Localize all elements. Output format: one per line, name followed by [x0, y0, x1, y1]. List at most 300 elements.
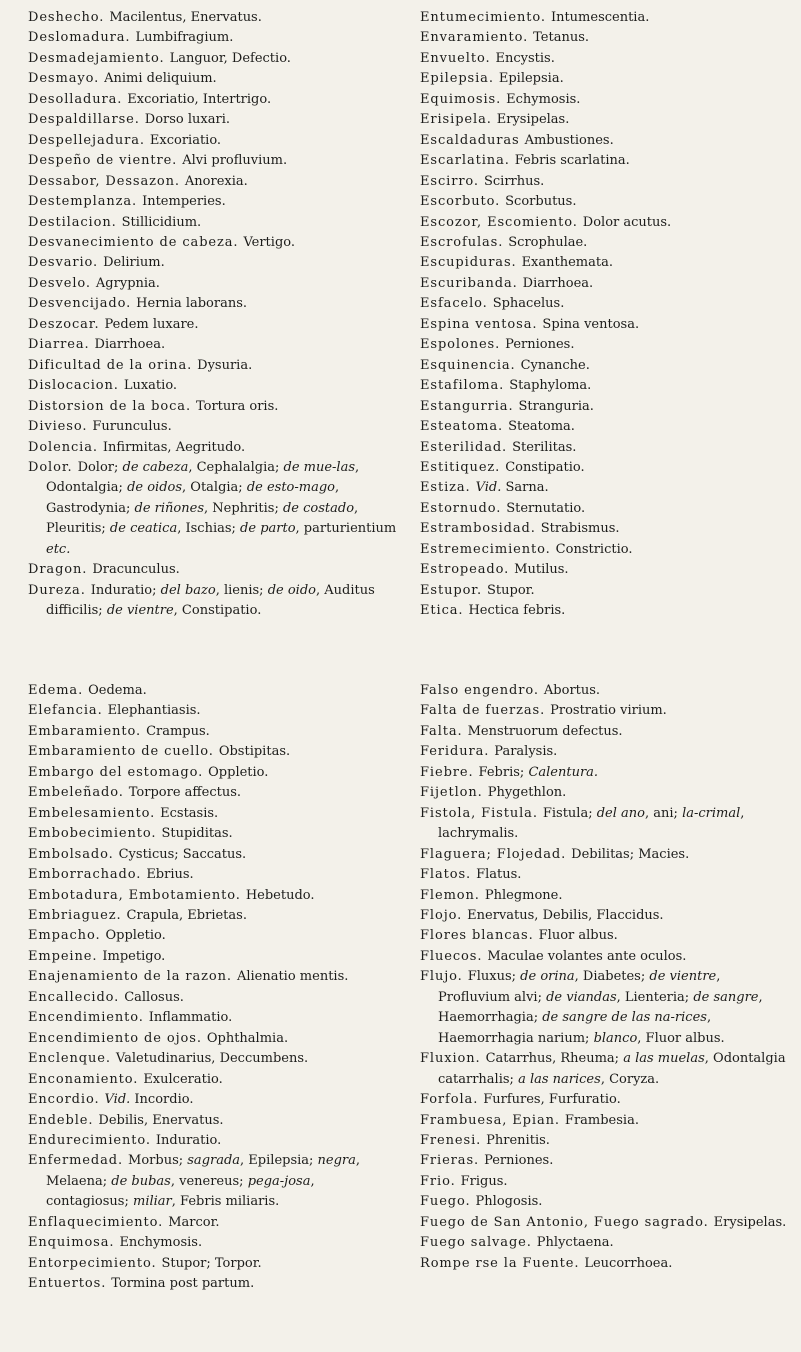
dictionary-entry: [420, 335, 792, 355]
entry-translation: Febris scarlatina.: [514, 153, 630, 169]
entry-headword: Desvario.: [28, 255, 99, 271]
dictionary-entry: [28, 192, 400, 212]
entry-headword: Equimosis.: [420, 91, 502, 107]
dictionary-entry: [420, 376, 792, 396]
dictionary-entry: [28, 763, 400, 783]
entry-headword: Deszocar.: [28, 316, 100, 332]
entry-headword: Frenesi.: [420, 1132, 482, 1148]
entry-translation: Fluor albus.: [538, 928, 618, 944]
entry-headword: Frambuesa, Epian.: [420, 1112, 560, 1128]
entry-headword: Fuego de San Antonio, Fuego sagrado.: [420, 1214, 709, 1230]
entry-translation: Frigus.: [460, 1173, 508, 1189]
entry-translation: Enervatus, Debilis, Flaccidus.: [467, 907, 664, 923]
dictionary-entry: [420, 356, 792, 376]
entry-headword: Embeleñado.: [28, 785, 124, 801]
entry-headword: Entumecimiento.: [420, 10, 546, 25]
entry-headword: Flemon.: [420, 887, 480, 903]
dictionary-entry: [28, 294, 400, 314]
entry-translation: Prostratio virium.: [550, 703, 667, 719]
dictionary-entry: [420, 1111, 792, 1131]
dictionary-entry: [420, 233, 792, 253]
dictionary-entry: [420, 865, 792, 885]
entry-translation: Scirrhus.: [483, 173, 545, 189]
entry-headword: Enclenque.: [28, 1051, 111, 1067]
entry-translation: Elephantiasis.: [107, 703, 201, 719]
dictionary-entry: [28, 90, 400, 110]
entry-headword: Espina ventosa.: [420, 316, 538, 332]
entry-translation: Abortus.: [543, 683, 601, 698]
entry-headword: Dificultad de la orina.: [28, 357, 193, 373]
dictionary-entry: [420, 1254, 792, 1274]
entry-translation: Crapula, Ebrietas.: [126, 907, 247, 923]
dictionary-entry: [28, 1029, 400, 1049]
dictionary-entry: [420, 131, 792, 151]
dictionary-entry: [420, 172, 792, 192]
entry-headword: Dolor.: [28, 459, 73, 475]
entry-headword: Flojo.: [420, 907, 463, 923]
entry-headword: Edema.: [28, 683, 84, 698]
entry-translation: Stranguria.: [518, 398, 594, 414]
entry-translation: Fluxus; de orina, Diabetes; de vientre, Profluvium alvi; de viandas, Lienteria; de sangre, Haemorrhagia; de sangre de las na-rices, Haemorrhagia narium; blanco, Fluor albus.: [438, 969, 763, 1046]
entry-headword: Esfacelo.: [420, 296, 488, 312]
entry-translation: Pedem luxare.: [104, 316, 199, 332]
dictionary-entry: [28, 824, 400, 844]
dictionary-entry: [420, 701, 792, 721]
dictionary-entry: [28, 845, 400, 865]
dictionary-entry: [420, 581, 792, 601]
dictionary-entry: [420, 845, 792, 865]
dictionary-entry: [420, 213, 792, 233]
dictionary-entry: [28, 376, 400, 396]
dictionary-entry: [28, 1233, 400, 1253]
dictionary-entry: [28, 28, 400, 48]
entry-headword: Escirro.: [420, 173, 479, 189]
entry-headword: Embriaguez.: [28, 907, 122, 923]
entry-headword: Dessabor, Dessazon.: [28, 173, 180, 189]
dictionary-entry: [420, 110, 792, 130]
dictionary-entry: [420, 1192, 792, 1212]
entry-headword: Estremecimiento.: [420, 541, 551, 557]
entry-headword: Destemplanza.: [28, 194, 138, 210]
entry-translation: Hectica febris.: [468, 603, 566, 619]
entry-headword: Flujo.: [420, 969, 463, 985]
entry-translation: Oppletio.: [105, 928, 166, 944]
entry-headword: Enconamiento.: [28, 1071, 139, 1087]
dictionary-entry: [28, 274, 400, 294]
dictionary-entry: [28, 1049, 400, 1069]
entry-headword: Falta.: [420, 723, 463, 739]
dictionary-entry: [420, 886, 792, 906]
entry-headword: Despellejadura.: [28, 132, 145, 148]
entry-headword: Desvelo.: [28, 275, 91, 291]
dictionary-entry: [28, 151, 400, 171]
dictionary-entry: [28, 438, 400, 458]
dictionary-entry: [420, 560, 792, 580]
entry-translation: Furunculus.: [92, 419, 172, 435]
entry-translation: Obstipitas.: [218, 744, 291, 760]
entry-headword: Escupiduras.: [420, 255, 517, 271]
entry-translation: Menstruorum defectus.: [467, 723, 623, 739]
entry-headword: Desmadejamiento.: [28, 50, 165, 66]
entry-translation: Tormina post partum.: [111, 1276, 255, 1292]
dictionary-entry: [420, 742, 792, 762]
dictionary-entry: [420, 947, 792, 967]
entry-translation: Induratio.: [155, 1132, 222, 1148]
dictionary-entry: [28, 233, 400, 253]
entry-headword: Endeble.: [28, 1112, 94, 1128]
entry-translation: Induratio; del bazo, lienis; de oido, Auditus difficilis; de vientre, Constipatio.: [46, 582, 375, 619]
dictionary-entry: [420, 519, 792, 539]
entry-headword: Desvanecimiento de cabeza.: [28, 234, 239, 250]
entry-translation: Echymosis.: [506, 91, 581, 107]
dictionary-entry: [28, 701, 400, 721]
entry-headword: Escuribanda.: [420, 275, 518, 291]
entry-translation: Debilitas; Macies.: [571, 846, 690, 862]
entry-translation: Constrictio.: [555, 541, 633, 557]
entry-headword: Embelesamiento.: [28, 805, 156, 821]
entry-translation: Phrenitis.: [486, 1132, 550, 1148]
entry-headword: Deshecho.: [28, 10, 105, 25]
entry-headword: Escozor, Escomiento.: [420, 214, 578, 230]
entry-translation: Furfures, Furfuratio.: [483, 1092, 621, 1108]
column-top-right: [420, 8, 792, 622]
entry-translation: Languor, Defectio.: [169, 50, 291, 66]
entry-headword: Encordio.: [28, 1092, 100, 1108]
dictionary-entry: [28, 742, 400, 762]
dictionary-entry: [420, 722, 792, 742]
entry-translation: Valetudinarius, Deccumbens.: [115, 1051, 309, 1067]
entry-translation: Epilepsia.: [498, 71, 564, 87]
entry-translation: Crampus.: [146, 723, 210, 739]
entry-headword: Estornudo.: [420, 500, 502, 516]
entry-headword: Fuego.: [420, 1194, 471, 1210]
entry-headword: Encallecido.: [28, 989, 120, 1005]
entry-translation: Stupor.: [487, 582, 535, 598]
entry-translation: Perniones.: [505, 337, 575, 353]
entry-translation: Inflammatio.: [148, 1010, 233, 1026]
entry-translation: Perniones.: [484, 1153, 554, 1169]
dictionary-entry: [28, 804, 400, 824]
entry-headword: Rompe rse la Fuente.: [420, 1255, 580, 1271]
entry-headword: Empacho.: [28, 928, 101, 944]
entry-translation: Marcor.: [168, 1214, 220, 1230]
entry-translation: Dracunculus.: [92, 562, 180, 578]
entry-translation: Strabismus.: [540, 521, 620, 537]
dictionary-entry: [420, 49, 792, 69]
entry-translation: Callosus.: [124, 989, 184, 1005]
dictionary-entry: [28, 783, 400, 803]
dictionary-entry: [420, 1049, 792, 1090]
entry-translation: Sphacelus.: [492, 296, 565, 312]
entry-headword: Embaramiento.: [28, 723, 142, 739]
entry-headword: Embargo del estomago.: [28, 764, 204, 780]
entry-headword: Encendimiento de ojos.: [28, 1030, 202, 1046]
entry-headword: Entorpecimiento.: [28, 1255, 157, 1271]
dictionary-entry: [28, 1090, 400, 1110]
entry-headword: Espolones.: [420, 337, 501, 353]
dictionary-entry: [420, 1213, 792, 1233]
entry-headword: Entuertos.: [28, 1276, 107, 1292]
entry-headword: Fuego salvage.: [420, 1235, 532, 1251]
entry-translation: Fistula; del ano, ani; la-crimal, lachrymalis.: [438, 805, 745, 842]
entry-translation: Tortura oris.: [195, 398, 279, 414]
dictionary-entry: [28, 581, 400, 622]
entry-translation: Tetanus.: [533, 30, 590, 46]
dictionary-entry: [28, 865, 400, 885]
dictionary-entry: [420, 253, 792, 273]
entry-translation: Phygethlon.: [487, 785, 567, 801]
entry-translation: Anorexia.: [184, 173, 248, 189]
dictionary-entry: [28, 1008, 400, 1028]
entry-headword: Diarrea.: [28, 337, 90, 353]
entry-translation: Dolor acutus.: [582, 214, 672, 230]
entry-headword: Estrambosidad.: [420, 521, 536, 537]
dictionary-entry: [28, 335, 400, 355]
entry-headword: Dolencia.: [28, 439, 98, 455]
dictionary-entry: [420, 906, 792, 926]
entry-translation: Alienatio mentis.: [236, 969, 349, 985]
entry-headword: Enquimosa.: [28, 1235, 115, 1251]
entry-headword: Flatos.: [420, 867, 472, 883]
dictionary-entry: [420, 499, 792, 519]
entry-headword: Desvencijado.: [28, 296, 132, 312]
entry-translation: Vertigo.: [243, 234, 295, 250]
entry-headword: Fluxion.: [420, 1051, 481, 1067]
dictionary-entry: [28, 967, 400, 987]
dictionary-entry: [28, 722, 400, 742]
dictionary-entry: [420, 540, 792, 560]
entry-headword: Estiza.: [420, 480, 471, 496]
entry-headword: Escrofulas.: [420, 234, 504, 250]
entry-headword: Falso engendro.: [420, 683, 539, 698]
entry-headword: Frieras.: [420, 1153, 480, 1169]
entry-translation: Paralysis.: [494, 744, 558, 760]
entry-translation: Agrypnia.: [95, 275, 160, 291]
dictionary-entry: [28, 69, 400, 89]
entry-headword: Dragon.: [28, 562, 88, 578]
entry-translation: Constipatio.: [505, 459, 585, 475]
entry-translation: Oedema.: [88, 683, 147, 698]
entry-translation: Cynanche.: [520, 357, 590, 373]
entry-headword: Escaldaduras: [420, 132, 520, 148]
entry-translation: Exulceratio.: [143, 1071, 223, 1087]
entry-translation: Ebrius.: [146, 867, 194, 883]
entry-translation: Stupiditas.: [161, 826, 233, 842]
dictionary-entry: [28, 356, 400, 376]
entry-headword: Endurecimiento.: [28, 1132, 151, 1148]
dictionary-entry: [420, 8, 792, 28]
entry-translation: Phlyctaena.: [536, 1235, 614, 1251]
entry-headword: Fluecos.: [420, 948, 483, 964]
entry-headword: Deslomadura.: [28, 30, 131, 46]
dictionary-entry: [420, 1090, 792, 1110]
entry-translation: Excoriatio, Intertrigo.: [127, 91, 272, 107]
entry-headword: Forfola.: [420, 1092, 479, 1108]
dictionary-entry: [28, 681, 400, 701]
entry-translation: Dolor; de cabeza, Cephalalgia; de mue-las, Odontalgia; de oidos, Otalgia; de esto-mago, Gastrodynia; de riñones, Nephritis; de costado, Pleuritis; de ceatica, Ischias; de parto, parturientium etc.: [46, 459, 397, 557]
dictionary-entry: [28, 1070, 400, 1090]
entry-headword: Estafiloma.: [420, 378, 505, 394]
entry-headword: Fistola, Fistula.: [420, 805, 538, 821]
dictionary-entry: [420, 1233, 792, 1253]
entry-translation: Infirmitas, Aegritudo.: [102, 439, 246, 455]
entry-translation: Scorbutus.: [505, 194, 577, 210]
dictionary-entry: [420, 315, 792, 335]
dictionary-entry: [28, 49, 400, 69]
dictionary-entry: [28, 397, 400, 417]
dictionary-entry: [28, 1274, 400, 1294]
dictionary-entry: [28, 560, 400, 580]
dictionary-entry: [28, 131, 400, 151]
dictionary-entry: [420, 192, 792, 212]
column-top-left: [28, 8, 400, 622]
entry-translation: Catarrhus, Rheuma; a las muelas, Odontalgia catarrhalis; a las narices, Coryza.: [438, 1051, 786, 1087]
entry-translation: Intemperies.: [142, 194, 226, 210]
dictionary-entry: [420, 90, 792, 110]
entry-translation: Mutilus.: [514, 562, 569, 578]
dictionary-entry: [420, 417, 792, 437]
entry-headword: Despaldillarse.: [28, 112, 140, 128]
dictionary-entry: [28, 988, 400, 1008]
entry-translation: Maculae volantes ante oculos.: [487, 948, 687, 964]
entry-translation: Dysuria.: [197, 357, 253, 373]
entry-headword: Falta de fuerzas.: [420, 703, 546, 719]
entry-translation: Impetigo.: [102, 948, 166, 964]
entry-headword: Estangurria.: [420, 398, 514, 414]
entry-headword: Escorbuto.: [420, 194, 501, 210]
entry-translation: Encystis.: [495, 50, 555, 66]
entry-translation: Erysipelas.: [496, 112, 570, 128]
dictionary-entry: [28, 417, 400, 437]
entry-translation: Diarrhoea.: [94, 337, 166, 353]
entry-translation: Frambesia.: [564, 1112, 639, 1128]
entry-headword: Destilacion.: [28, 214, 117, 230]
dictionary-entry: [420, 926, 792, 946]
dictionary-entry: [420, 478, 792, 498]
entry-translation: Delirium.: [103, 255, 165, 271]
entry-headword: Feridura.: [420, 744, 490, 760]
entry-headword: Estupor.: [420, 582, 483, 598]
dictionary-entry: [420, 601, 792, 621]
dictionary-entry: [420, 1131, 792, 1151]
entry-translation: Animi deliquium.: [104, 71, 217, 87]
dictionary-entry: [420, 458, 792, 478]
entry-translation: Diarrhoea.: [522, 275, 594, 291]
entry-headword: Encendimiento.: [28, 1010, 144, 1026]
column-bottom-left: [28, 681, 400, 1295]
dictionary-entry: [420, 294, 792, 314]
dictionary-entry: [420, 1172, 792, 1192]
entry-translation: Dorso luxari.: [144, 112, 230, 128]
entry-headword: Emborrachado.: [28, 867, 142, 883]
entry-headword: Embotadura, Embotamiento.: [28, 887, 241, 903]
entry-headword: Flaguera; Flojedad.: [420, 846, 567, 862]
dictionary-entry: [420, 763, 792, 783]
entry-headword: Fijetlon.: [420, 785, 483, 801]
entry-headword: Distorsion de la boca.: [28, 398, 191, 414]
entry-translation: Leucorrhoea.: [584, 1255, 673, 1271]
entry-headword: Epilepsia.: [420, 71, 494, 87]
dictionary-entry: [28, 458, 400, 560]
dictionary-entry: [28, 926, 400, 946]
entry-translation: Morbus; sagrada, Epilepsia; negra, Melaena; de bubas, venereus; pega-josa, contagiosus; miliar, Febris miliaris.: [46, 1153, 361, 1210]
entry-translation: Luxatio.: [123, 378, 178, 394]
dictionary-entry: [420, 151, 792, 171]
entry-headword: Estitiquez.: [420, 459, 501, 475]
entry-translation: Erysipelas.: [713, 1214, 787, 1230]
entry-headword: Enflaquecimiento.: [28, 1214, 164, 1230]
entry-translation: Sternutatio.: [506, 500, 586, 516]
dictionary-entry: [420, 397, 792, 417]
dictionary-entry: [28, 110, 400, 130]
dictionary-entry: [28, 253, 400, 273]
entry-translation: Intumescentia.: [550, 10, 650, 25]
entry-translation: Lumbifragium.: [135, 30, 234, 46]
entry-headword: Elefancia.: [28, 703, 103, 719]
entry-translation: Phlegmone.: [484, 887, 563, 903]
entry-headword: Estropeado.: [420, 562, 510, 578]
entry-headword: Etica.: [420, 603, 464, 619]
entry-headword: Embolsado.: [28, 846, 114, 862]
entry-headword: Envuelto.: [420, 50, 491, 66]
entry-translation: Sterilitas.: [512, 439, 577, 455]
dictionary-entry: [28, 1111, 400, 1131]
entry-headword: Esteatoma.: [420, 419, 504, 435]
entry-headword: Escarlatina.: [420, 153, 510, 169]
entry-translation: Debilis, Enervatus.: [98, 1112, 224, 1128]
entry-translation: Phlogosis.: [475, 1194, 543, 1210]
entry-headword: Envaramiento.: [420, 30, 529, 46]
entry-translation: Hernia laborans.: [136, 296, 248, 312]
entry-headword: Empeine.: [28, 948, 98, 964]
entry-headword: Divieso.: [28, 419, 88, 435]
entry-headword: Flores blancas.: [420, 928, 534, 944]
entry-headword: Embaramiento de cuello.: [28, 744, 214, 760]
dictionary-entry: [420, 804, 792, 845]
dictionary-entry: [420, 1151, 792, 1171]
entry-translation: Alvi profluvium.: [182, 153, 288, 169]
dictionary-entry: [28, 1213, 400, 1233]
entry-headword: Fiebre.: [420, 764, 474, 780]
entry-translation: Ambustiones.: [524, 132, 614, 148]
dictionary-entry: [28, 213, 400, 233]
dictionary-entry: [28, 906, 400, 926]
entry-translation: Exanthemata.: [521, 255, 613, 271]
dictionary-entry: [420, 681, 792, 701]
dictionary-entry: [28, 947, 400, 967]
entry-headword: Despeño de vientre.: [28, 153, 178, 169]
entry-headword: Enajenamiento de la razon.: [28, 969, 232, 985]
dictionary-entry: [28, 8, 400, 28]
dictionary-entry: [420, 783, 792, 803]
dictionary-entry: [420, 69, 792, 89]
entry-translation: Ecstasis.: [160, 805, 219, 821]
entry-translation: Macilentus, Enervatus.: [109, 10, 262, 25]
entry-translation: Hebetudo.: [245, 887, 315, 903]
entry-translation: Scrophulae.: [508, 234, 588, 250]
dictionary-entry: [28, 1131, 400, 1151]
entry-translation: Cysticus; Saccatus.: [118, 846, 247, 862]
entry-headword: Enfermedad.: [28, 1153, 124, 1169]
entry-headword: Erisipela.: [420, 112, 492, 128]
entry-headword: Dureza.: [28, 582, 86, 598]
dictionary-entry: [420, 28, 792, 48]
entry-translation: Stillicidium.: [121, 214, 202, 230]
dictionary-entry: [28, 315, 400, 335]
entry-translation: Ophthalmia.: [206, 1030, 289, 1046]
entry-translation: Oppletio.: [208, 764, 269, 780]
dictionary-entry: [420, 274, 792, 294]
